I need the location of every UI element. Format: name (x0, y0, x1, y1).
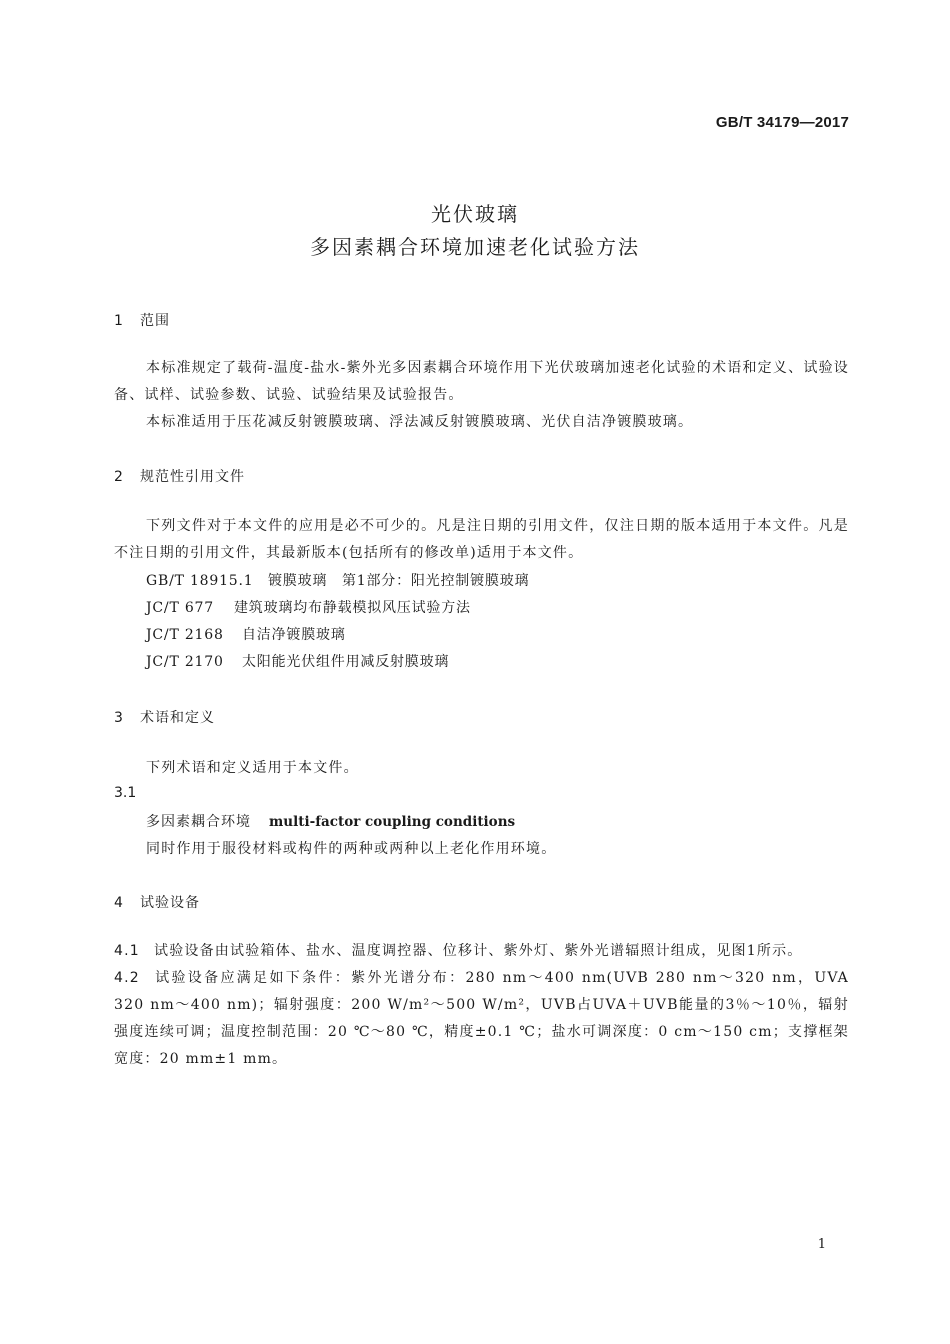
page-number: 1 (817, 1237, 826, 1252)
section-1-heading (114, 310, 170, 330)
standard-number: GB/T 34179—2017 (715, 114, 849, 131)
reference-title: 自洁净镀膜玻璃 (242, 627, 346, 643)
section-3-intro: 下列术语和定义适用于本文件。 (146, 760, 359, 776)
term-definition: 同时作用于服役材料或构件的两种或两种以上老化作用环境。 (146, 841, 557, 857)
reference-code: JC/T 677 (146, 600, 214, 616)
section-1-paragraph-1: 本标准规定了载荷-温度-盐水-紫外光多因素耦合环境作用下光伏玻璃加速老化试验的术语和定义、试验设备、试样、试验参数、试验、试验结果及试验报告。 (114, 360, 849, 403)
section-title: 术语和定义 (140, 710, 215, 726)
reference-code: GB/T 18915.1 (146, 573, 254, 589)
reference-code: JC/T 2168 (146, 627, 224, 643)
clause-4-2 (114, 965, 849, 1073)
section-1-paragraph-2: 本标准适用于压花减反射镀膜玻璃、浮法减反射镀膜玻璃、光伏自洁净镀膜玻璃。 (146, 414, 694, 430)
section-4-heading (114, 892, 200, 912)
term-entry (146, 811, 515, 831)
reference-item (146, 651, 449, 671)
clause-4-1 (114, 940, 803, 960)
section-number: 2 (114, 469, 124, 485)
section-3-heading (114, 707, 215, 727)
section-title: 范围 (140, 313, 170, 329)
reference-title: 镀膜玻璃 第1部分：阳光控制镀膜玻璃 (268, 573, 530, 589)
reference-title: 太阳能光伏组件用减反射膜玻璃 (242, 654, 450, 670)
term-chinese: 多因素耦合环境 (146, 814, 251, 830)
section-2-heading (114, 466, 245, 486)
reference-item (146, 570, 529, 590)
clause-text: 试验设备由试验箱体、盐水、温度调控器、位移计、紫外灯、紫外光谱辐照计组成，见图1所示。 (154, 943, 803, 959)
clause-number: 4.1 (114, 943, 140, 959)
reference-code: JC/T 2170 (146, 654, 224, 670)
section-title: 规范性引用文件 (140, 469, 245, 485)
section-number: 1 (114, 313, 124, 329)
section-number: 3 (114, 710, 124, 726)
section-title: 试验设备 (140, 895, 200, 911)
section-number: 4 (114, 895, 124, 911)
clause-text: 试验设备应满足如下条件：紫外光谱分布：280 nm～400 nm(UVB 280 nm～320 nm，UVA 320 nm～400 nm)；辐射强度：200 W/m²～500 W/m²，UVB占UVA＋UVB能量的3％～10％，辐射强度连续可调；温度控制范围：20 ℃～80 ℃，精度±0.1 ℃；盐水可调深度：0 cm～150 cm；支撑框架宽度：20 mm±1 mm。 (114, 970, 849, 1067)
reference-item (146, 624, 346, 644)
clause-number: 4.2 (114, 970, 140, 986)
section-2-paragraph-1: 下列文件对于本文件的应用是必不可少的。凡是注日期的引用文件，仅注日期的版本适用于本文件。凡是不注日期的引用文件，其最新版本(包括所有的修改单)适用于本文件。 (114, 518, 849, 561)
reference-item (146, 597, 471, 617)
term-english: multi-factor coupling conditions (269, 814, 516, 830)
reference-title: 建筑玻璃均布静载模拟风压试验方法 (234, 600, 471, 616)
document-title-line2: 多因素耦合环境加速老化试验方法 (310, 235, 640, 259)
term-number: 3.1 (114, 785, 137, 801)
document-title-line1: 光伏玻璃 (431, 202, 519, 226)
